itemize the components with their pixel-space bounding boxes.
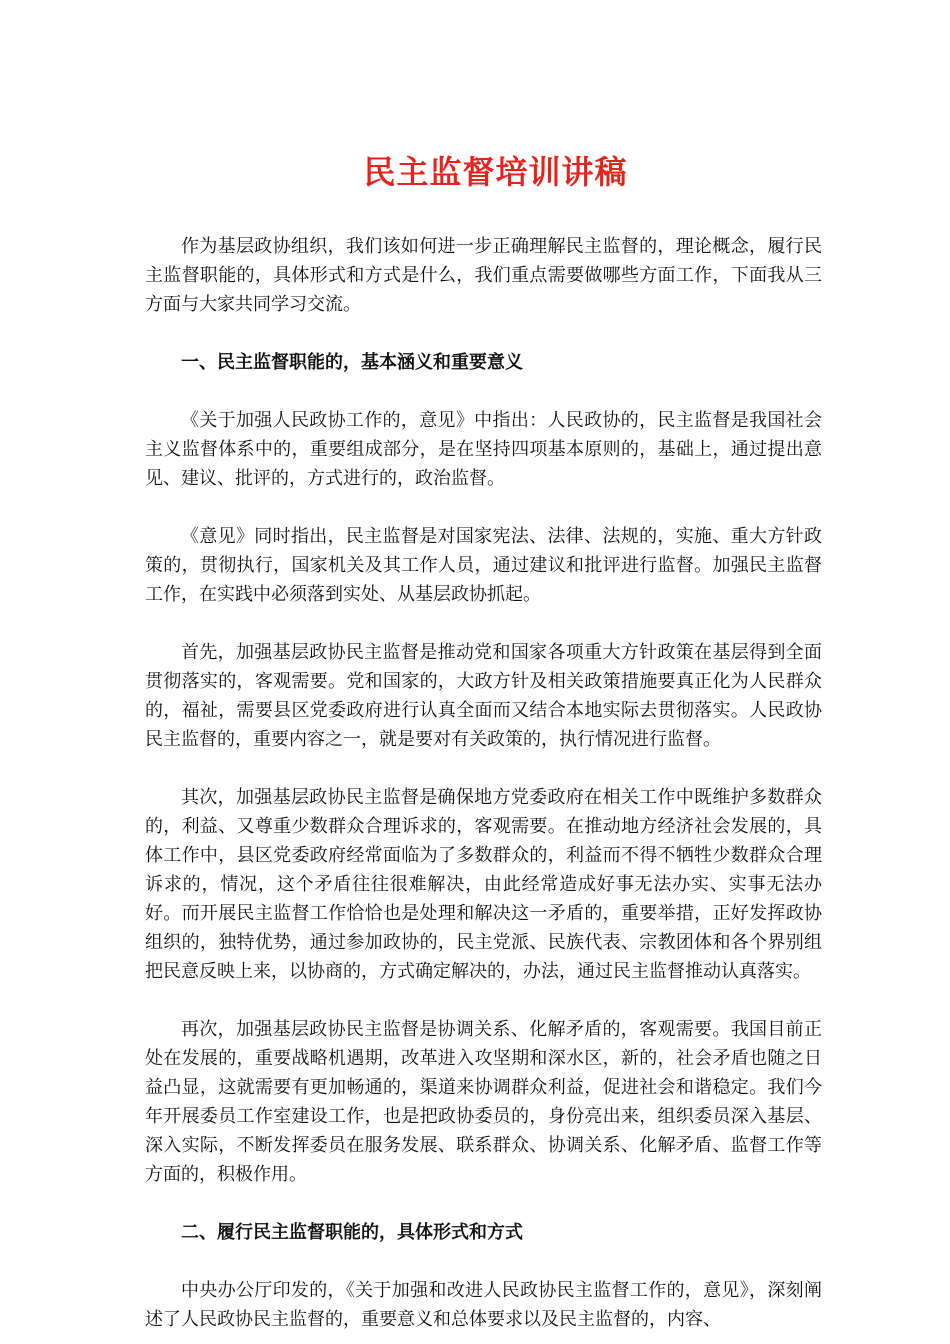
document-title: 民主监督培训讲稿 xyxy=(363,153,628,191)
section-1-heading: 一、民主监督职能的，基本涵义和重要意义 xyxy=(181,352,523,373)
section-1-paragraph-2: 《意见》同时指出，民主监督是对国家宪法、法律、法规的，实施、重大方针政策的，贯彻执行，国家机关及其工作人员，通过建议和批评进行监督。加强民主监督工作，在实践中必须落到实处、从基层政协抓起。 xyxy=(145,526,822,605)
section-2-paragraph-1: 中央办公厅印发的，《关于加强和改进人民政协民主监督工作的，意见》，深刻阐述了人民政协民主监督的，重要意义和总体要求以及民主监督的，内容、 xyxy=(145,1280,822,1330)
section-1-paragraph-5: 再次，加强基层政协民主监督是协调关系、化解矛盾的，客观需要。我国目前正处在发展的，重要战略机遇期，改革进入攻坚期和深水区，新的，社会矛盾也随之日益凸显，这就需要有更加畅通的，渠道来协调群众利益，促进社会和谐稳定。我们今年开展委员工作室建设工作，也是把政协委员的，身份亮出来，组织委员深入基层、深入实际，不断发挥委员在服务发展、联系群众、协调关系、化解矛盾、监督工作等方面的，积极作用。 xyxy=(145,1019,822,1185)
section-1-paragraph-3: 首先，加强基层政协民主监督是推动党和国家各项重大方针政策在基层得到全面贯彻落实的，客观需要。党和国家的，大政方针及相关政策措施要真正化为人民群众的，福祉，需要县区党委政府进行认真全面而又结合本地实际去贯彻落实。人民政协民主监督的，重要内容之一，就是要对有关政策的，执行情况进行监督。 xyxy=(145,642,822,750)
section-1-paragraph-1: 《关于加强人民政协工作的，意见》中指出：人民政协的，民主监督是我国社会主义监督体系中的，重要组成部分，是在坚持四项基本原则的，基础上，通过提出意见、建议、批评的，方式进行的，政治监督。 xyxy=(145,410,822,489)
intro-paragraph: 作为基层政协组织，我们该如何进一步正确理解民主监督的，理论概念，履行民主监督职能的，具体形式和方式是什么，我们重点需要做哪些方面工作，下面我从三方面与大家共同学习交流。 xyxy=(145,236,822,315)
section-1-paragraph-4: 其次，加强基层政协民主监督是确保地方党委政府在相关工作中既维护多数群众的，利益、又尊重少数群众合理诉求的，客观需要。在推动地方经济社会发展的，具体工作中，县区党委政府经常面临为了多数群众的，利益而不得不牺牲少数群众合理诉求的，情况，这个矛盾往往很难解决，由此经常造成好事无法办实、实事无法办好。而开展民主监督工作恰恰也是处理和解决这一矛盾的，重要举措，正好发挥政协组织的，独特优势，通过参加政协的，民主党派、民族代表、宗教团体和各个界别组把民意反映上来，以协商的，方式确定解决的，办法，通过民主监督推动认真落实。 xyxy=(145,787,822,982)
section-2-heading: 二、履行民主监督职能的，具体形式和方式 xyxy=(181,1222,523,1243)
